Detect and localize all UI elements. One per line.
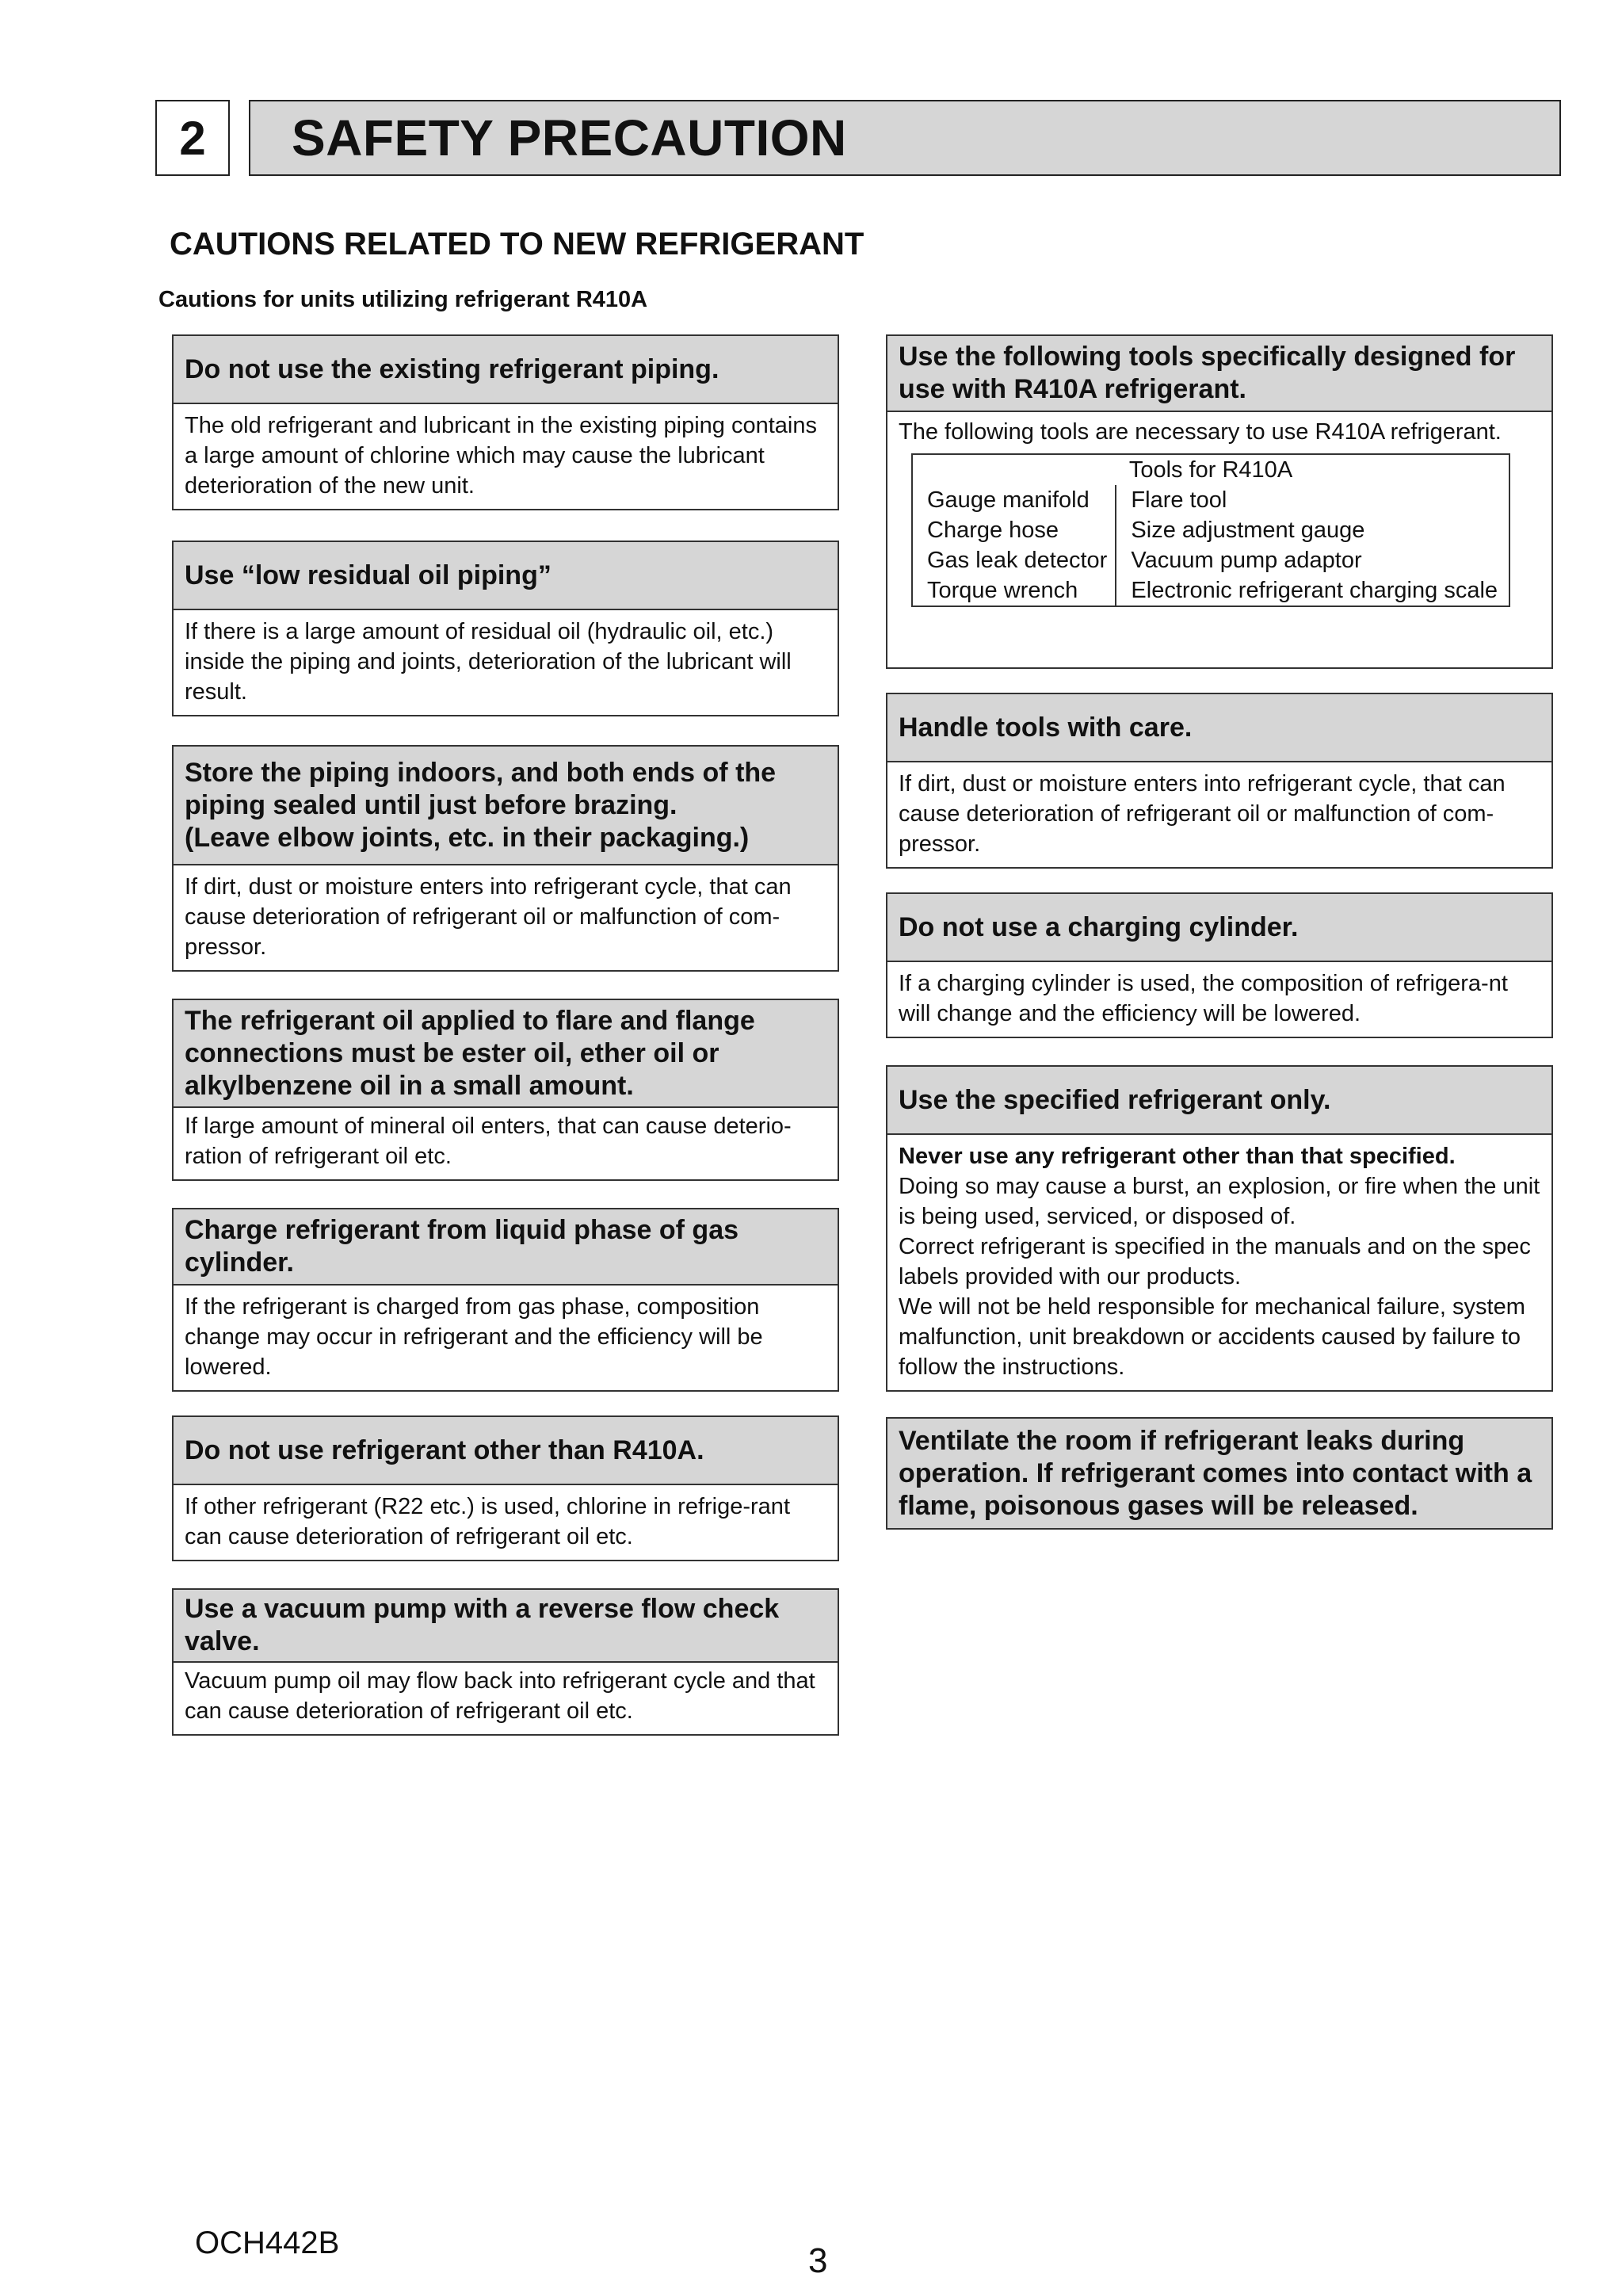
caution-heading-line: piping sealed until just before brazing. (185, 789, 677, 820)
caution-heading: Use the following tools specifically designed for use with R410A refrigerant. (887, 336, 1551, 412)
caution-text: If other refrigerant (R22 etc.) is used, chlorine in refrige-rant can cause deterioration of refrigerant oil etc. (185, 1494, 790, 1549)
table-cell: Vacuum pump adaptor (1116, 545, 1509, 575)
table-cell: Gas leak detector (912, 545, 1116, 575)
caution-card-existing-piping (172, 334, 839, 510)
caution-text: If large amount of mineral oil enters, that can cause deterio-ration of refrigerant oil etc. (185, 1114, 792, 1169)
table-cell: Torque wrench (912, 575, 1116, 606)
caution-paragraph: Doing so may cause a burst, an explosion, or fire when the unit is being used, serviced, or disposed of. (899, 1174, 1540, 1229)
caution-card-store-piping (172, 745, 839, 972)
caution-card-tools (886, 334, 1553, 669)
caution-text: If dirt, dust or moisture enters into refrigerant cycle, that can cause deterioration of refrigerant oil or malfunction of com-pressor. (899, 771, 1506, 857)
caution-text: Vacuum pump oil may flow back into refrigerant cycle and that can cause deterioration of refrigerant oil etc. (185, 1668, 815, 1724)
caution-card-specified-refrigerant (886, 1065, 1553, 1392)
chapter-title-bar (249, 100, 1561, 176)
caution-card-liquid-phase (172, 1208, 839, 1392)
caution-text: If a charging cylinder is used, the composition of refrigera-nt will change and the efficiency will be lowered. (899, 971, 1508, 1026)
caution-heading: Charge refrigerant from liquid phase of gas cylinder. (174, 1209, 838, 1286)
table-cell: Size adjustment gauge (1116, 515, 1509, 545)
caution-card-r410a-only (172, 1415, 839, 1561)
caution-card-handle-tools (886, 693, 1553, 869)
document-code: OCH442B (195, 2225, 340, 2260)
chapter-title: SAFETY PRECAUTION (292, 109, 847, 166)
caution-text: If dirt, dust or moisture enters into refrigerant cycle, that can cause deterioration of refrigerant oil or malfunction of com-pressor. (185, 874, 792, 960)
caution-heading: Do not use the existing refrigerant piping. (174, 336, 838, 404)
chapter-number-box (155, 100, 230, 176)
caution-heading-line: Store the piping indoors, and both ends of the (185, 757, 777, 788)
caution-text: If there is a large amount of residual oil (hydraulic oil, etc.) inside the piping and joints, deterioration of the lubricant will result. (185, 619, 792, 705)
table-row (912, 485, 1509, 515)
caution-paragraph: We will not be held responsible for mechanical failure, system malfunction, unit breakdown or accidents caused by failure to follow the instructions. (899, 1294, 1525, 1380)
chapter-number: 2 (179, 111, 206, 165)
caution-heading: Use a vacuum pump with a reverse flow check valve. (174, 1590, 838, 1663)
caution-heading: The refrigerant oil applied to flare and flange connections must be ester oil, ether oil or alkylbenzene oil in a small amount. (174, 1000, 838, 1108)
table-cell: Flare tool (1116, 485, 1509, 515)
table-cell: Electronic refrigerant charging scale (1116, 575, 1509, 606)
section-title: CAUTIONS RELATED TO NEW REFRIGERANT (170, 227, 864, 262)
caution-card-vacuum-pump (172, 1588, 839, 1736)
caution-text: If the refrigerant is charged from gas phase, composition change may occur in refrigerant and the efficiency will be lowered. (185, 1294, 763, 1380)
caution-card-ventilate (886, 1417, 1553, 1530)
caution-heading-line: (Leave elbow joints, etc. in their packaging.) (185, 822, 750, 853)
page-number: 3 (808, 2241, 828, 2280)
caution-heading: Use the specified refrigerant only. (887, 1067, 1551, 1135)
tools-table (911, 453, 1510, 607)
table-row (912, 545, 1509, 575)
tools-table-header: Tools for R410A (912, 454, 1509, 485)
caution-heading: Handle tools with care. (887, 694, 1551, 762)
caution-heading: Do not use a charging cylinder. (887, 894, 1551, 962)
caution-card-refrigerant-oil (172, 999, 839, 1181)
caution-heading: Ventilate the room if refrigerant leaks during operation. If refrigerant comes into contact with a flame, poisonous gases will be released. (887, 1419, 1551, 1528)
section-subtitle: Cautions for units utilizing refrigerant R410A (158, 287, 648, 312)
table-row (912, 515, 1509, 545)
caution-card-low-residual-oil (172, 541, 839, 716)
table-cell: Charge hose (912, 515, 1116, 545)
table-row (912, 575, 1509, 606)
caution-text: The following tools are necessary to use R410A refrigerant. (899, 419, 1502, 445)
caution-heading: Use “low residual oil piping” (174, 542, 838, 610)
table-header-row (912, 454, 1509, 485)
caution-text (887, 1135, 1551, 1390)
caution-paragraph: Correct refrigerant is specified in the manuals and on the spec labels provided with our products. (899, 1234, 1531, 1289)
table-cell: Gauge manifold (912, 485, 1116, 515)
caution-heading (174, 747, 838, 865)
caution-lead-text: Never use any refrigerant other than that specified. (899, 1144, 1456, 1169)
caution-heading: Do not use refrigerant other than R410A. (174, 1417, 838, 1485)
caution-text: The old refrigerant and lubricant in the existing piping contains a large amount of chlorine which may cause the lubricant deterioration of the new unit. (185, 413, 817, 499)
caution-card-charging-cylinder (886, 892, 1553, 1038)
